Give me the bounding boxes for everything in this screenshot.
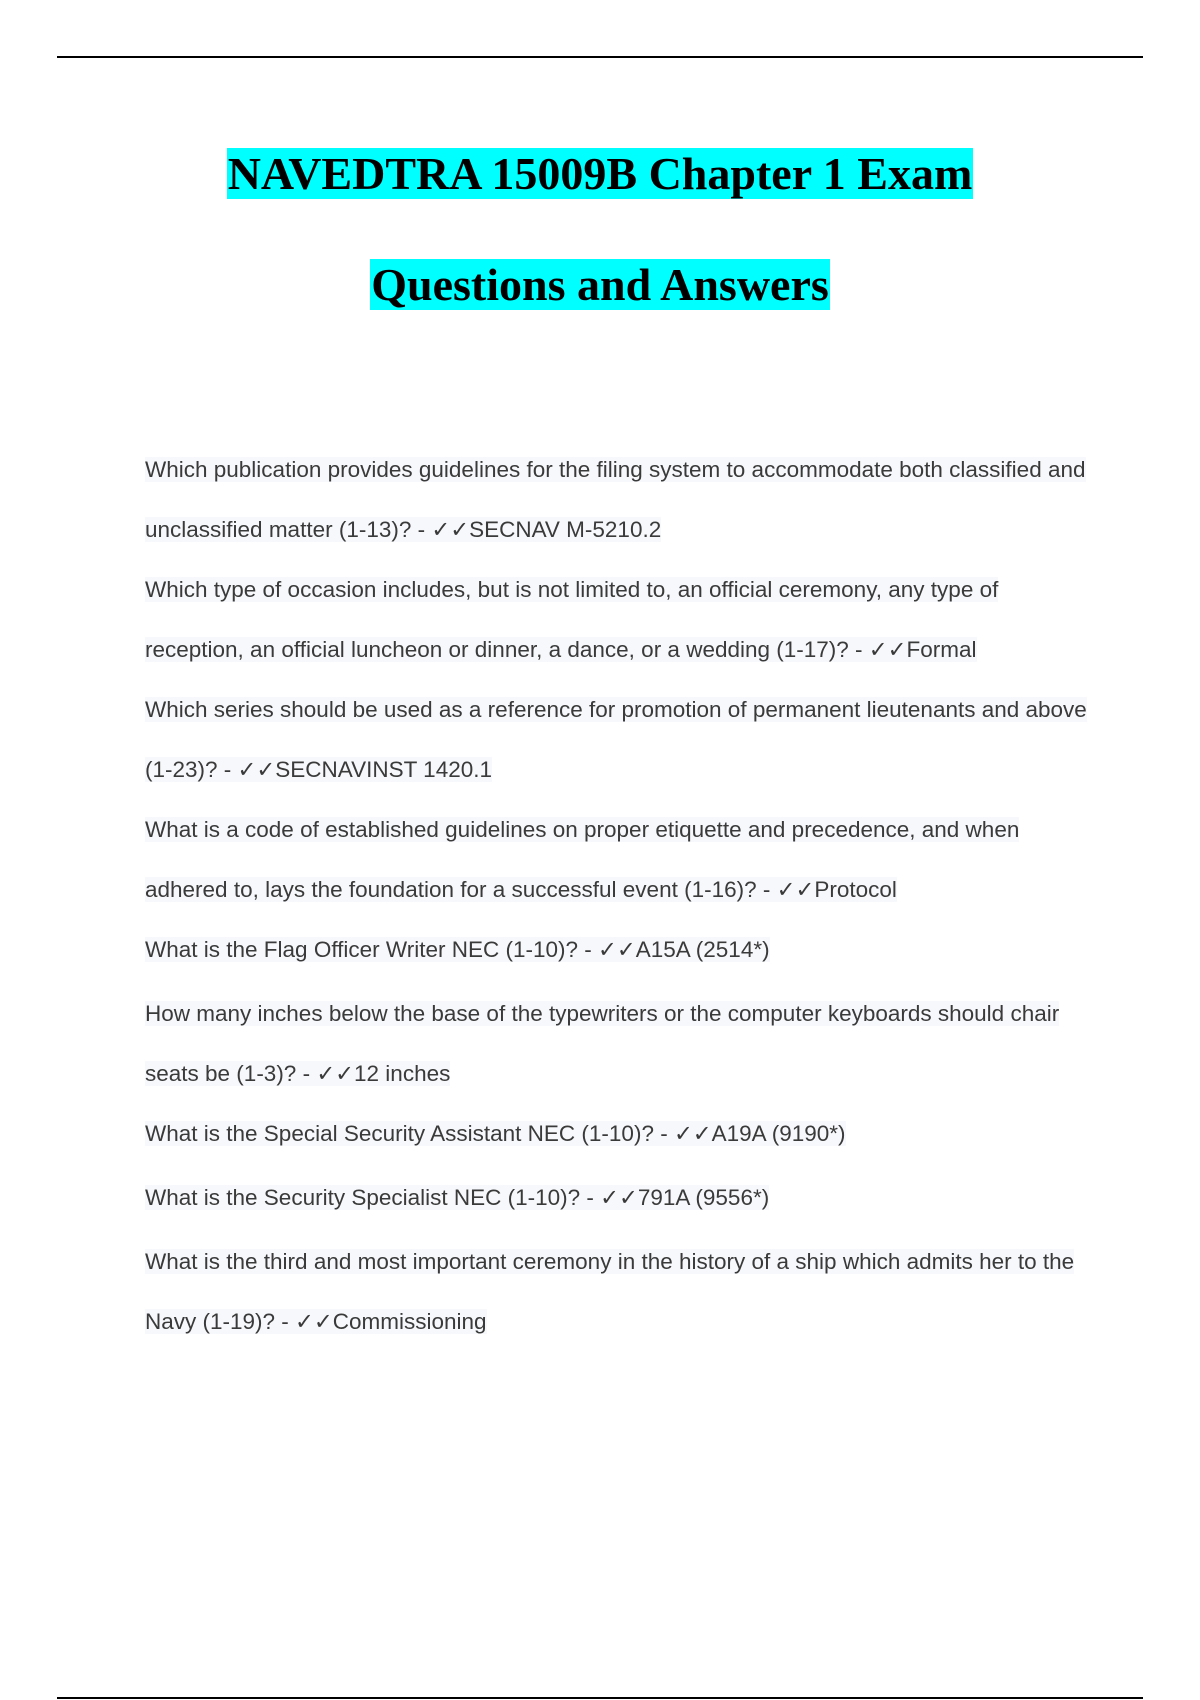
title-line-2-text: Questions and Answers xyxy=(371,259,829,310)
qa-item-3 xyxy=(145,680,1095,800)
qa-text: What is the Security Specialist NEC (1-10)? - ✓✓791A (9556*) xyxy=(145,1185,770,1210)
title-line-2 xyxy=(0,256,1200,313)
qa-item-1 xyxy=(145,440,1095,560)
top-rule xyxy=(57,56,1143,58)
title-line-1-text: NAVEDTRA 15009B Chapter 1 Exam xyxy=(227,148,973,199)
qa-item-7 xyxy=(145,1104,1095,1164)
qa-text: What is a code of established guidelines on proper etiquette and precedence, and when adhered to, lays the foundation for a successful event (1-16)? - ✓✓Protocol xyxy=(145,817,1020,902)
qa-text: What is the Flag Officer Writer NEC (1-10)? - ✓✓A15A (2514*) xyxy=(145,937,770,962)
document-title xyxy=(0,145,1200,313)
qa-item-8 xyxy=(145,1168,1095,1228)
qa-list xyxy=(145,440,1095,1352)
qa-item-9 xyxy=(145,1232,1095,1352)
title-line-1 xyxy=(0,145,1200,202)
qa-text: How many inches below the base of the typewriters or the computer keyboards should chair seats be (1-3)? - ✓✓12 inches xyxy=(145,1001,1060,1086)
bottom-rule xyxy=(57,1697,1143,1699)
qa-text: What is the Special Security Assistant NEC (1-10)? - ✓✓A19A (9190*) xyxy=(145,1121,846,1146)
qa-text: What is the third and most important ceremony in the history of a ship which admits her to the Navy (1-19)? - ✓✓Commissioning xyxy=(145,1249,1075,1334)
qa-text: Which publication provides guidelines for the filing system to accommodate both classified and unclassified matter (1-13)? - ✓✓SECNAV M-5210.2 xyxy=(145,457,1086,542)
qa-text: Which series should be used as a reference for promotion of permanent lieutenants and above (1-23)? - ✓✓SECNAVINST 1420.1 xyxy=(145,697,1087,782)
qa-item-2 xyxy=(145,560,1095,680)
qa-item-4 xyxy=(145,800,1095,920)
qa-item-5 xyxy=(145,920,1095,980)
qa-text: Which type of occasion includes, but is not limited to, an official ceremony, any type of reception, an official luncheon or dinner, a dance, or a wedding (1-17)? - ✓✓Formal xyxy=(145,577,999,662)
qa-item-6 xyxy=(145,984,1095,1104)
